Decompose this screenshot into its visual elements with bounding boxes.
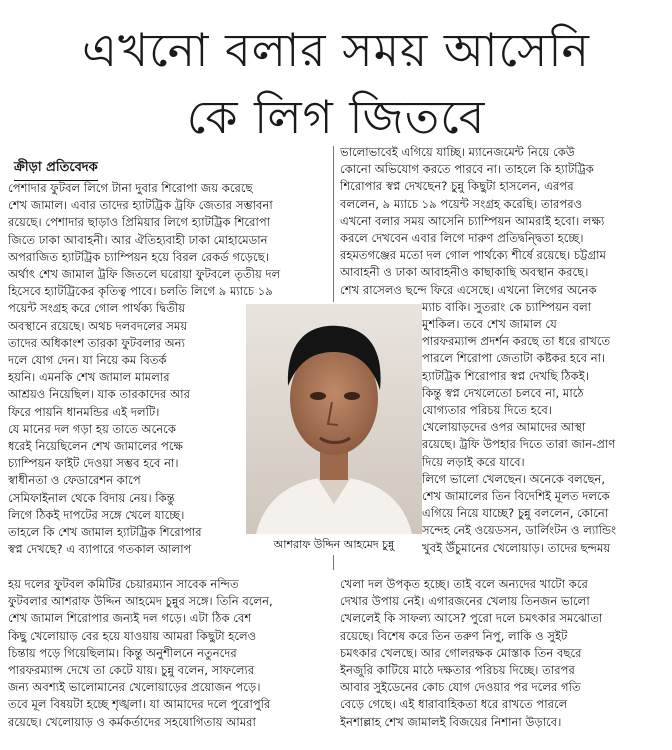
article-line: শিরোপার স্বপ্ন দেখছেন? চুন্নু কিছুটা হাসলেন, এরপর: [340, 179, 574, 194]
article-line: পারলে শিরোপা জেতাটা কষ্টকর হবে না।: [422, 351, 606, 366]
article-row-pair: [8, 628, 662, 645]
article-row-pair: [8, 714, 662, 731]
byline: ক্রীড়া প্রতিবেদক: [14, 158, 98, 181]
article-line: পারফরম্যান্স প্রদর্শন করছে তা ধরে রাখতে: [422, 334, 611, 349]
article-row-pair: [8, 576, 662, 593]
article-line: সন্দেহ নেই ওয়েডসন, ডার্লিংটন ও ল্যান্ডিং: [422, 523, 617, 538]
article-line: লিগে ভালো খেলছেন। অনেকে বলছেন,: [422, 471, 606, 486]
portrait-photo: [246, 304, 422, 534]
article-line: ধরেই নিয়েছিলেন শেখ জামালের পক্ষে: [8, 439, 183, 454]
article-row-pair: [8, 645, 662, 662]
article-line: এখনো বলার সময় আসেনি চ্যাম্পিয়ন আমরাই হবো। লক্ষ্য: [340, 213, 605, 228]
portrait-illustration: [246, 304, 422, 534]
article-line: রহমতগঞ্জের মতো দল গোল পার্থক্যে শীর্ষে রয়েছে। চট্টগ্রাম: [340, 248, 606, 263]
photo-caption: আশরাফ উদ্দিন আহমেদ চুন্নু: [246, 536, 422, 555]
article-line-right: ইনজুরি কাটিয়ে মাঠে দক্ষতার পরিচয় দিচ্ছে। তারপর: [340, 663, 575, 678]
article-line: স্বপ্ন দেখছে? এ ব্যাপারে গতকাল আলাপ: [8, 542, 192, 557]
article-line: জিতে ঢাকা আবাহনী। আর ঐতিহ্যবাহী ঢাকা মোহামেডান: [8, 232, 268, 247]
article-line-right: চমৎকার খেলছে। আর গোলরক্ষক মোস্তাক তিন বছরে: [340, 645, 582, 660]
article-line-left: শেখ জামাল শিরোপার জন্যই দল গড়ে। এটা ঠিক বেশ: [8, 611, 252, 626]
article-line: করলে দেখবেন এবার লিগে দারুণ প্রতিদ্বন্দ্বিতা হচ্ছে।: [340, 231, 584, 246]
article-line: দিয়ে লড়াই করে যাবে।: [422, 454, 525, 469]
article-line: হ্যাটট্রিক শিরোপার স্বপ্ন দেখছি ঠিকই।: [422, 368, 589, 383]
article-line: ভালোভাবেই এগিয়ে যাচ্ছি। ম্যানেজমেন্ট নিয়ে কেউ: [340, 145, 575, 159]
article-line: তাদের অধিকাংশ তারকা ফুটবলার অন্য: [8, 335, 185, 350]
article-line: অপরাজিত হ্যাটট্রিক চ্যাম্পিয়ন হয়ে বিরল রেকর্ড গড়েছে।: [8, 249, 269, 264]
headline-line-2: কে লিগ জিতবে: [186, 90, 486, 144]
article-line: হয়নি। এমনকি শেখ জামাল মামলার: [8, 370, 170, 385]
article-line: আশ্রয়ও নিয়েছিল। যাক তারকাদের আর: [8, 387, 190, 402]
article-line: এগিয়ে নিয়ে যাচ্ছে? চুন্নু বললেন, কোনো: [422, 506, 609, 521]
article-line: ফিরে পায়নি ধানমন্ডির এই দলটি।: [8, 404, 160, 419]
headline-line-1: এখনো বলার সময় আসেনি: [81, 23, 591, 77]
article-line-left: তবে মূল বিষয়টা হচ্ছে শৃঙ্খলা। যা আমাদের দলে পুরোপুরি: [8, 697, 271, 712]
article-line: স্বাধীনতা ও ফেডারেশন কাপে: [8, 473, 141, 488]
article-line: শেখ জামাল। এবার তাদের হ্যাটট্রিক ট্রফি জেতার সম্ভাবনা: [8, 198, 273, 213]
article-line-right: আবার সুইডেনের কোচ যোগ দেওয়ার পর দলের গতি: [340, 680, 581, 695]
article-line-left: জন্য অবশ্যই ভালোমানের খেলোয়াড়ের প্রয়োজন পড়ে।: [8, 680, 261, 695]
article-line: বললেন, ৯ ম্যাচে ১৯ পয়েন্ট সংগ্রহ করেছি। তারপরও: [340, 196, 583, 211]
article-line-right: খেলা দল উপকৃত হচ্ছে। তাই বলে অন্যদের খাটো করে: [340, 577, 588, 591]
article-line-right: রয়েছে। বিশেষ করে তিন তরুণ নিপু, লাকি ও সুইট: [340, 628, 568, 643]
article-line: চ্যাম্পিয়ন ফাইট দেওয়া সম্ভব হবে না।: [8, 456, 179, 471]
article-line: কোনো অভিযোগ করতে পারবে না। তাহলে কি হ্যাটট্রিক: [340, 162, 594, 177]
article-row-pair: [8, 610, 662, 627]
article-line-right: খেললেই কি সাফল্য আসে? পুরো দলে চমৎকার সমঝোতা: [340, 611, 603, 626]
article-line-left: চিন্তায় পড়ে গিয়েছিলাম। কিন্তু অনুশীলনে নতুনদের: [8, 645, 237, 660]
article-line: সেমিফাইনাল থেকে বিদায় নেয়। কিন্তু: [8, 490, 175, 505]
article-line: দলে যোগ দেন। যা নিয়ে কম বিতর্ক: [8, 353, 167, 368]
article-line-left: কিছু খেলোয়াড় বের হয়ে যাওয়ায় আমরা কিছুটা হলেও: [8, 628, 257, 643]
article-line: তাহলে কি শেখ জামাল হ্যাটট্রিক শিরোপার: [8, 525, 202, 540]
article-line: অবস্থানে রয়েছে। অথচ দলবদলের সময়: [8, 318, 188, 333]
article-line: খুবই উঁচুমানের খেলোয়াড়। তাদের ছন্দময়: [422, 540, 611, 555]
article-line-right: দেখার উপায় নেই। এগারজনের খেলায় তিনজন ভালো: [340, 594, 590, 609]
article-line: অর্থাৎ শেখ জামাল ট্রফি জিতলে ঘরোয়া ফুটবলে তৃতীয় দল: [8, 267, 281, 282]
article-line-left: রয়েছে। খেলোয়াড় ও কর্মকর্তাদের সহযোগিতায় আমরা: [8, 714, 256, 729]
article-line: খেলোয়াড়দের ওপর আমাদের আস্থা: [422, 420, 586, 435]
article-line: শেখ জামালের তিন বিদেশিই মূলত দলকে: [422, 489, 610, 504]
article-line-right: ইনশাল্লাহ শেখ জামালই বিজয়ের নিশানা উড়াবে।: [340, 714, 562, 729]
article-line: হিসেবে হ্যাটট্রিকের কৃতিত্ব পাবে। চলতি লিগে ৯ ম্যাচে ১৯: [8, 284, 273, 299]
article-line-left: হয় দলের ফুটবল কমিটির চেয়ারম্যান সাবেক নন্দিত: [8, 577, 239, 591]
article-row-pair: [8, 662, 662, 679]
article-line-left: পারফরম্যান্স দেখে তা কেটে যায়। চুন্নু বলেন, সাফল্যের: [8, 663, 255, 678]
article-line: আবাহনী ও ঢাকা আবাহনীও কাছাকাছি অবস্থান করছে।: [340, 265, 589, 280]
article-line: যোগ্যতার পরিচয় দিতে হবে।: [422, 403, 552, 418]
article-line: রয়েছে। পেশাদার ছাড়াও প্রিমিয়ার লিগে হ্যাটট্রিক শিরোপা: [8, 215, 271, 230]
article-row-pair: [8, 679, 662, 696]
article-line: যে মানের দল গড়া হয় তাতে অনেকে: [8, 421, 176, 436]
article-line: পয়েন্ট সংগ্রহ করে গোল পার্থক্য দ্বিতীয়: [8, 301, 186, 316]
article-line: কিন্তু স্বপ্ন দেখলেতো চলবে না, মাঠে: [422, 385, 584, 400]
article-column-bottom: [8, 576, 662, 731]
article-line: মুশকিল। তবে শেখ জামাল যে: [422, 317, 557, 332]
article-row-pair: [8, 696, 662, 713]
article-line: ম্যাচ বাকি। সুতরাং কে চ্যাম্পিয়ন বলা: [422, 299, 592, 314]
article-line: শেখ রাসেলও ছন্দে ফিরে এসেছে। এখনো লিগের অনেক: [340, 282, 597, 297]
article-row-pair: [8, 593, 662, 610]
article-line: রয়েছে। ট্রফি উপহার দিতে তারা জান-প্রাণ: [422, 437, 616, 452]
article-line-right: বেড়ে গেছে। এই ধারাবাহিকতা ধরে রাখতে পারলে: [340, 697, 568, 712]
article-line-left: ফুটবলার আশরাফ উদ্দিন আহমেদ চুন্নুর সঙ্গে। তিনি বলেন,: [8, 594, 273, 609]
article-line: লিগে ঠিকই দাপটের সঙ্গে খেলে যাচ্ছে।: [8, 507, 185, 522]
article-line: পেশাদার ফুটবল লিগে টানা দুবার শিরোপা জয় করেছে: [8, 181, 253, 195]
